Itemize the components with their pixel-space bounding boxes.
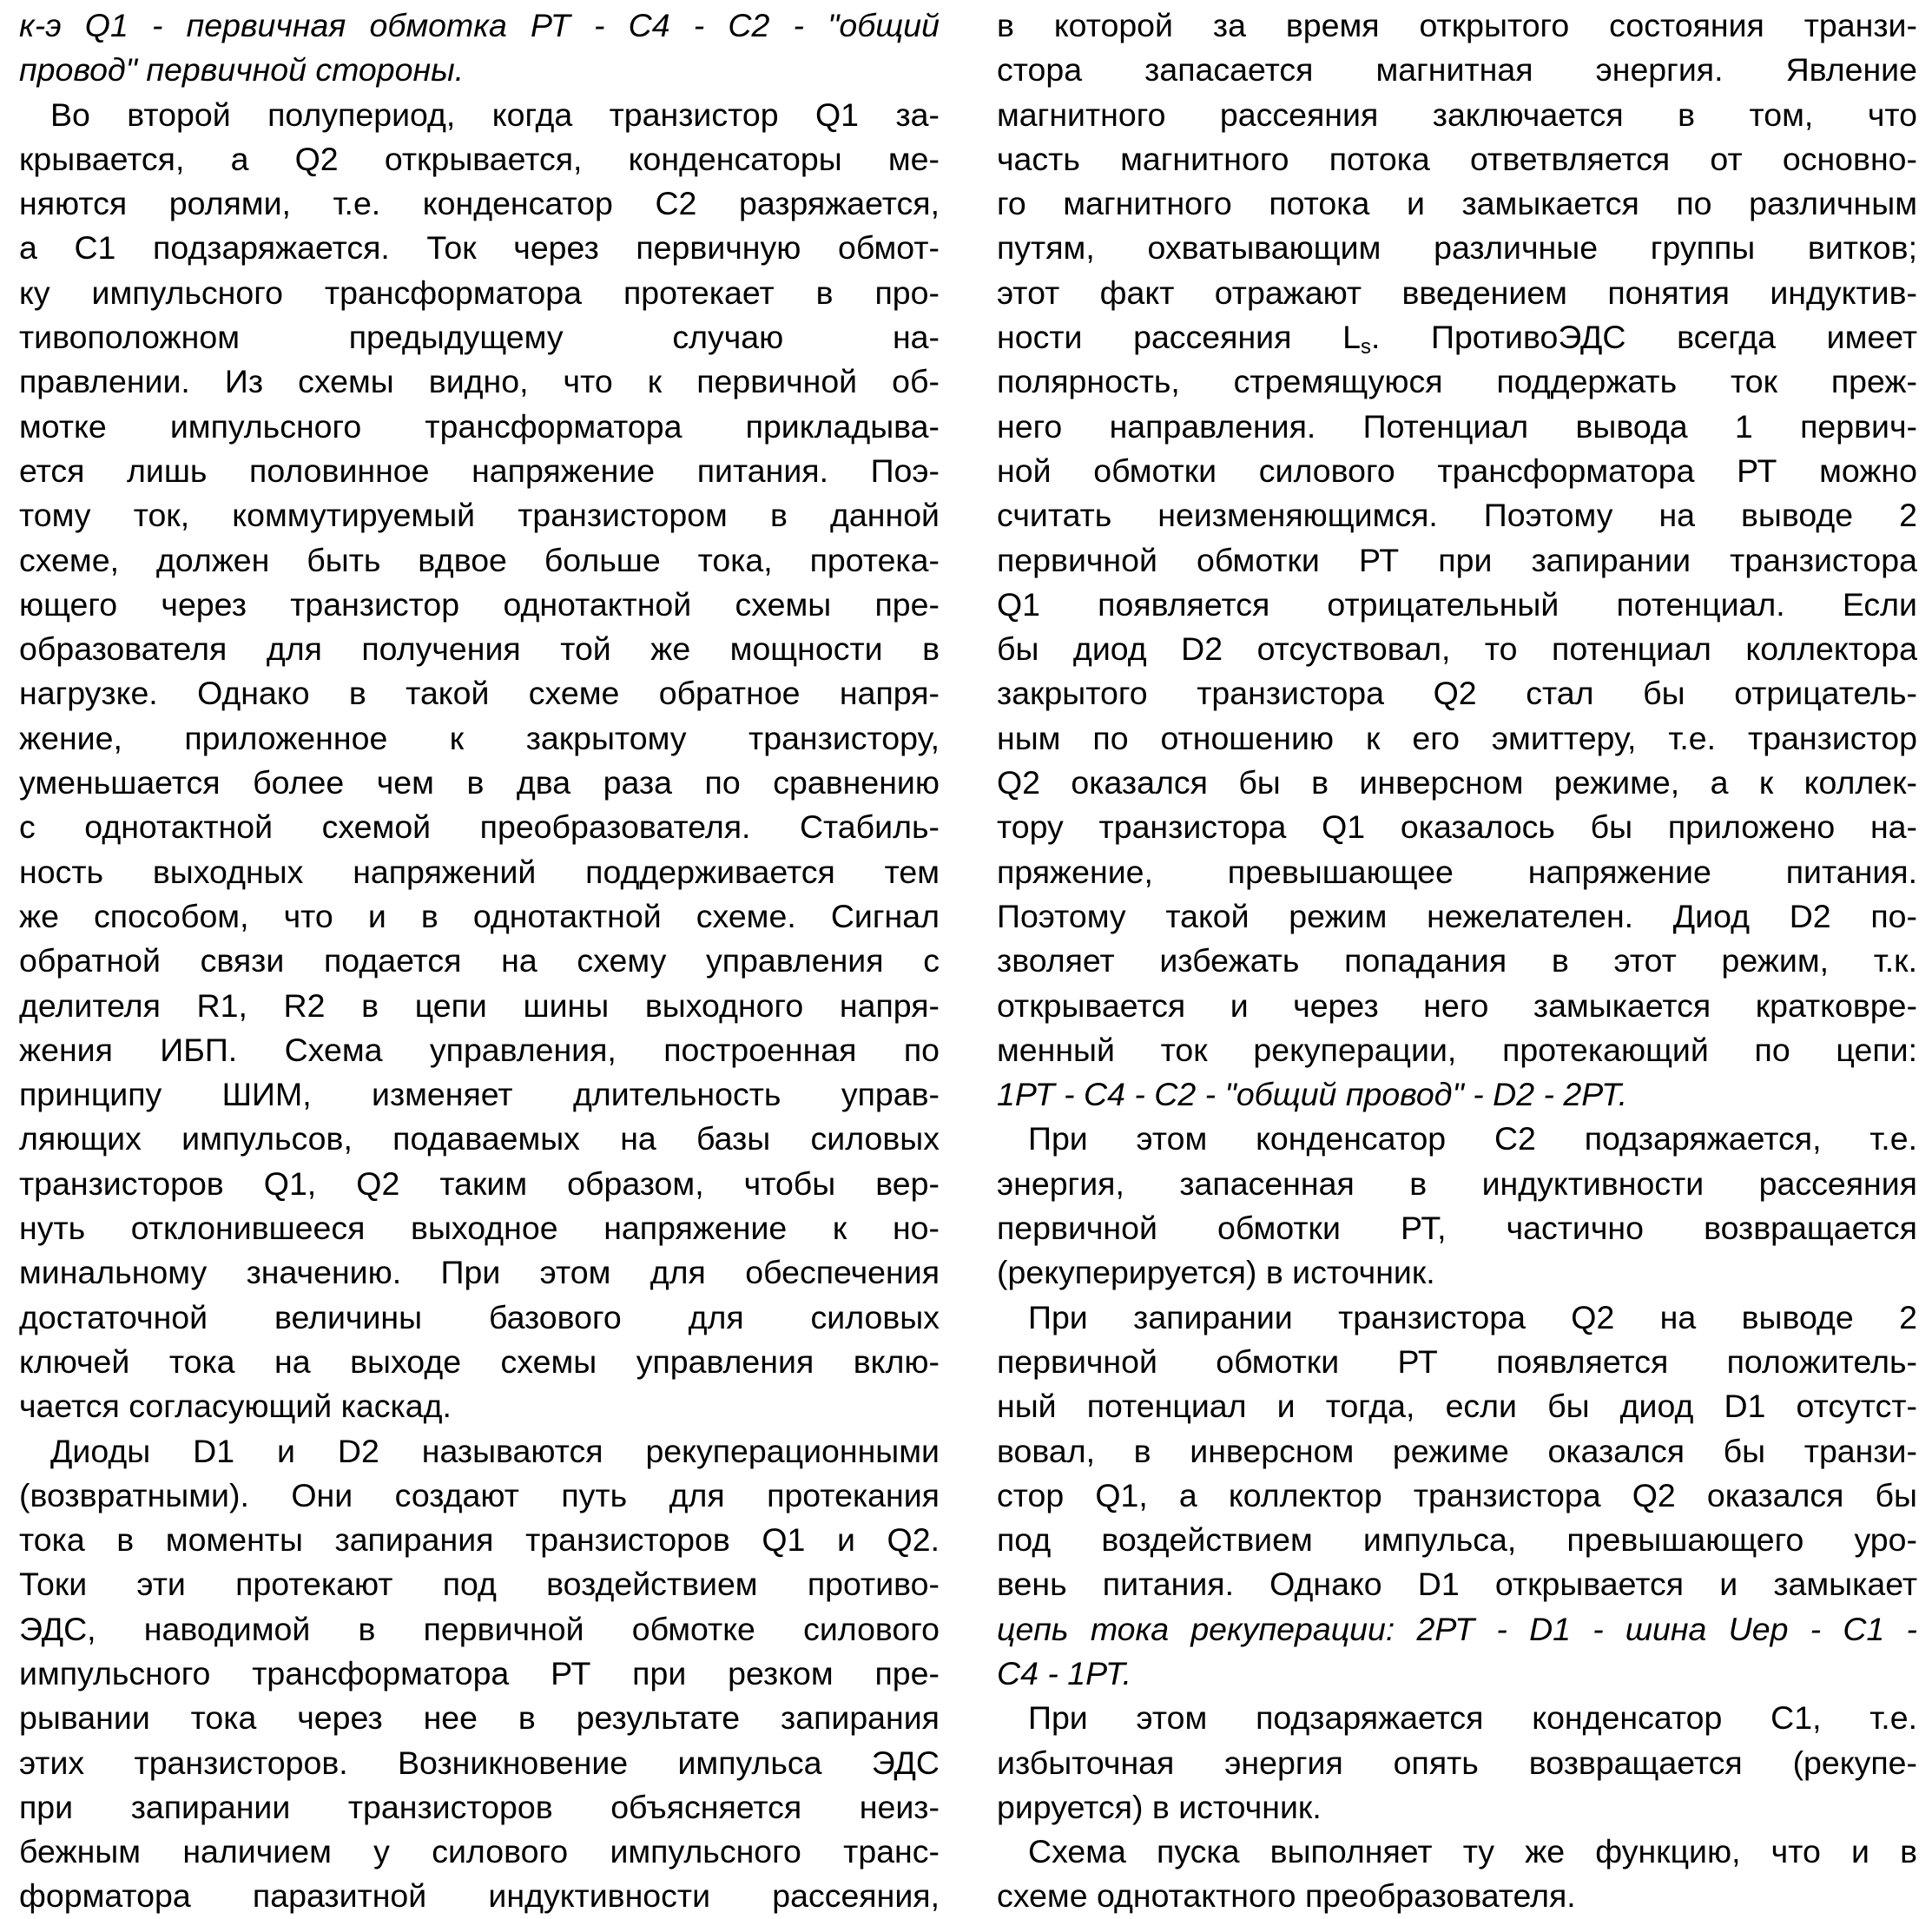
- italic-text-run: 2РТ - D1 - шина Uep - С1 -: [1416, 1610, 1917, 1647]
- text-line: транзисторов Q1, Q2 таким образом, чтобы вер-: [19, 1164, 940, 1202]
- text-line: рируется) в источник.: [997, 1788, 1322, 1825]
- text-line: импульсного трансформатора РТ при резком пре-: [19, 1654, 940, 1691]
- text-line: вень питания. Однако D1 открывается и замыкает: [997, 1566, 1917, 1603]
- text-line: бы диод D2 отсуствовал, то потенциал коллектора: [997, 630, 1917, 668]
- text-line: минальному значению. При этом для обеспечения: [19, 1254, 940, 1291]
- text-line: достаточной величины базового для силовых: [19, 1298, 940, 1335]
- text-line: стора запасается магнитная энергия. Явление: [997, 51, 1917, 89]
- text-line: первичной обмотки РТ, частично возвращается: [997, 1210, 1917, 1247]
- text-line: него направления. Потенциал вывода 1 первич-: [997, 407, 1917, 445]
- text-line: с однотактной схемой преобразователя. Стабиль-: [19, 808, 940, 846]
- text-line: же способом, что и в однотактной схеме. Сигнал: [19, 897, 940, 934]
- text-line: няются ролями, т.е. конденсатор С2 разряжается,: [19, 185, 940, 222]
- text-line: уменьшается более чем в два раза по сравнению: [19, 764, 940, 801]
- text-line: Токи эти протекают под воздействием противо-: [19, 1566, 940, 1603]
- text-line: (возвратными). Они создают путь для протекания: [19, 1476, 940, 1513]
- text-line: С4 - 1РТ.: [997, 1654, 1132, 1691]
- text-line: зволяет избежать попадания в этот режим, т.к.: [997, 942, 1917, 979]
- text-line: рывании тока через нее в результате запирания: [19, 1699, 940, 1737]
- text-line: тока в моменты запирания транзисторов Q1 и Q2.: [19, 1521, 940, 1559]
- text-line: при запирании транзисторов объясняется неиз-: [19, 1788, 940, 1825]
- text-line: [997, 315, 1917, 359]
- text-line: тивоположном предыдущему случаю на-: [19, 319, 940, 356]
- text-line: путям, охватывающим различные группы витков;: [997, 229, 1917, 267]
- text-line: жения ИБП. Схема управления, построенная по: [19, 1031, 940, 1068]
- text-line: менный ток рекуперации, протекающий по цепи:: [997, 1031, 1917, 1068]
- right-text-column: [997, 3, 1917, 1919]
- text-line: ным по отношению к его эмиттеру, т.е. транзистор: [997, 719, 1917, 756]
- text-line: ЭДС, наводимой в первичной обмотке силового: [19, 1610, 940, 1647]
- text-line: ный потенциал и тогда, если бы диод D1 отсутст-: [997, 1388, 1917, 1425]
- text-line: делителя R1, R2 в цепи шины выходного напря-: [19, 986, 940, 1024]
- text-line: под воздействием импульса, превышающего уро-: [997, 1521, 1917, 1559]
- text-line: стор Q1, а коллектор транзистора Q2 оказался бы: [997, 1476, 1917, 1513]
- text-line: ключей тока на выходе схемы управления вклю-: [19, 1342, 940, 1380]
- text-line: тому ток, коммутируемый транзистором в данной: [19, 497, 940, 534]
- text-line: вовал, в инверсном режиме оказался бы транзи-: [997, 1432, 1917, 1469]
- text-line: чается согласующий каскад.: [19, 1388, 452, 1425]
- text-line: первичной обмотки РТ появляется положитель-: [997, 1342, 1917, 1380]
- text-line: часть магнитного потока ответвляется от основно-: [997, 140, 1917, 177]
- text-line: ющего через транзистор однотактной схемы пре-: [19, 585, 940, 623]
- text-line: а С1 подзаряжается. Ток через первичную обмот-: [19, 229, 940, 267]
- text-line: крывается, а Q2 открывается, конденсаторы ме-: [19, 140, 940, 177]
- text-line: схеме однотактного преобразователя.: [997, 1877, 1576, 1915]
- text-line: Q1 появляется отрицательный потенциал. Если: [997, 585, 1917, 623]
- subscript: s: [1360, 335, 1371, 359]
- text-line: в которой за время открытого состояния транзи-: [997, 7, 1917, 43]
- text-line: го магнитного потока и замыкается по различным: [997, 185, 1917, 222]
- text-line: (рекуперируется) в источник.: [997, 1254, 1435, 1291]
- text-line: пряжение, превышающее напряжение питания.: [997, 853, 1917, 890]
- text-line: Во второй полупериод, когда транзистор Q1 за-: [50, 96, 940, 133]
- text-line: При этом конденсатор С2 подзаряжается, т.е.: [1028, 1120, 1917, 1157]
- text-line: нагрузке. Однако в такой схеме обратное напря-: [19, 675, 940, 712]
- text-line: первичной обмотки РТ при запирании транзистора: [997, 541, 1917, 578]
- text-line: форматора паразитной индуктивности рассеяния,: [19, 1877, 940, 1915]
- text-line: закрытого транзистора Q2 стал бы отрицатель-: [997, 675, 1917, 712]
- text-line: нуть отклонившееся выходное напряжение к но-: [19, 1210, 940, 1247]
- text-line: бежным наличием у силового импульсного транс-: [19, 1833, 940, 1870]
- text-line: При запирании транзистора Q2 на выводе 2: [1028, 1298, 1917, 1335]
- text-line: избыточная энергия опять возвращается (рекупе-: [997, 1744, 1917, 1781]
- text-line: ность выходных напряжений поддерживается тем: [19, 853, 940, 890]
- text-line: жение, приложенное к закрытому транзистору,: [19, 719, 940, 756]
- text-line: провод" первичной стороны.: [19, 51, 465, 89]
- text-line: ется лишь половинное напряжение питания. Поэ-: [19, 452, 940, 489]
- text-line: Q2 оказался бы в инверсном режиме, а к коллек-: [997, 764, 1917, 801]
- text-line: мотке импульсного трансформатора прикладыва-: [19, 407, 940, 445]
- text-line: Поэтому такой режим нежелателен. Диод D2 по-: [997, 897, 1917, 934]
- text-run: . ПротивоЭДС всегда имеет: [1370, 319, 1918, 356]
- text-line: схеме, должен быть вдвое больше тока, протека-: [19, 541, 940, 578]
- text-line: образователя для получения той же мощности в: [19, 630, 940, 668]
- text-line: считать неизменяющимся. Поэтому на выводе 2: [997, 497, 1917, 534]
- text-line: ку импульсного трансформатора протекает в про-: [19, 274, 940, 311]
- text-line: [997, 1607, 1917, 1652]
- text-line: к-э Q1 - первичная обмотка РТ - С4 - С2 - "общий: [19, 7, 940, 43]
- text-line: Схема пуска выполняет ту же функцию, что и в: [1028, 1833, 1917, 1870]
- text-line: 1РТ - С4 - С2 - "общий провод" - D2 - 2РТ.: [997, 1076, 1628, 1113]
- text-line: открывается и через него замыкается кратковре-: [997, 986, 1917, 1024]
- text-line: Диоды D1 и D2 называются рекуперационными: [50, 1432, 940, 1469]
- text-line: принципу ШИМ, изменяет длительность управ-: [19, 1076, 940, 1113]
- text-line: энергия, запасенная в индуктивности рассеяния: [997, 1164, 1917, 1202]
- text-line: магнитного рассеяния заключается в том, что: [997, 96, 1917, 133]
- text-line: правлении. Из схемы видно, что к первичной об-: [19, 363, 940, 400]
- text-run: ности рассеяния L: [997, 319, 1361, 356]
- text-line: этот факт отражают введением понятия индуктив-: [997, 274, 1917, 311]
- text-line: ляющих импульсов, подаваемых на базы силовых: [19, 1120, 940, 1157]
- text-line: тору транзистора Q1 оказалось бы приложено на-: [997, 808, 1917, 846]
- text-line: обратной связи подается на схему управления с: [19, 942, 940, 979]
- text-line: этих транзисторов. Возникновение импульса ЭДС: [19, 1744, 940, 1781]
- text-line: При этом подзаряжается конденсатор С1, т.е.: [1028, 1699, 1917, 1737]
- text-line: полярность, стремящуюся поддержать ток преж-: [997, 363, 1917, 400]
- text-run: цепь тока рекуперации:: [997, 1610, 1417, 1647]
- left-text-column: [19, 3, 940, 1919]
- text-line: ной обмотки силового трансформатора РТ можно: [997, 452, 1917, 489]
